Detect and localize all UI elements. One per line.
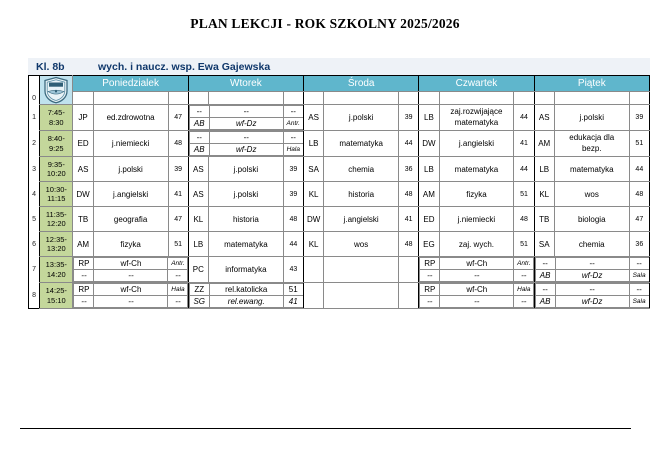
mon-room-6[interactable]: 51 — [168, 232, 188, 257]
mon-subject-8b: -- — [94, 296, 168, 308]
table-row — [29, 257, 650, 283]
thu-teacher-1[interactable]: LB — [419, 105, 439, 131]
table-row — [29, 207, 650, 232]
mon-teacher-6[interactable]: AM — [73, 232, 93, 257]
thu-room-2[interactable]: 41 — [514, 131, 534, 157]
tue-subject-8b: rel.ewang. — [209, 296, 283, 308]
mon-subject-3[interactable]: j.polski — [93, 157, 168, 182]
table-row — [29, 157, 650, 182]
tue-r-0 — [283, 92, 303, 105]
mon-teacher-7a: RP — [74, 258, 94, 270]
day-header-row — [29, 76, 650, 92]
spacer-cell — [29, 76, 40, 92]
mon-teacher-5[interactable]: TB — [73, 207, 93, 232]
thu-subject-7a: wf-Ch — [440, 258, 514, 270]
wed-r-0 — [399, 92, 419, 105]
thu-room-6[interactable]: 51 — [514, 232, 534, 257]
fri-subject-7a: -- — [555, 258, 629, 270]
mon-room-5[interactable]: 47 — [168, 207, 188, 232]
fri-teacher-8a: -- — [535, 284, 555, 296]
timetable — [28, 75, 650, 309]
thu-subject-4[interactable]: fizyka — [439, 182, 514, 207]
tue-teacher-7[interactable]: PC — [188, 257, 208, 283]
wed-subject-7[interactable] — [324, 257, 399, 283]
tue-teacher-8a: ZZ — [189, 284, 209, 296]
day-header-piatek: Piątek — [534, 76, 649, 92]
thu-t-0 — [419, 92, 439, 105]
wed-subject-6[interactable]: wos — [324, 232, 399, 257]
mon-room-8b: -- — [168, 296, 188, 308]
period-number-8: 8 — [29, 283, 40, 309]
day-header-poniedzialek: Poniedzialek — [73, 76, 188, 92]
tue-room-5[interactable]: 48 — [283, 207, 303, 232]
tue-teacher-5[interactable]: KL — [188, 207, 208, 232]
tue-teacher-2b: AB — [189, 144, 209, 156]
thu-teacher-6[interactable]: EG — [419, 232, 439, 257]
wed-teacher-6[interactable]: KL — [304, 232, 324, 257]
tue-teacher-8b: SG — [189, 296, 209, 308]
wed-t-0 — [304, 92, 324, 105]
mon-subject-7a: wf-Ch — [94, 258, 168, 270]
mon-subject-7b: -- — [94, 270, 168, 282]
fri-room-3[interactable]: 44 — [629, 157, 649, 182]
period-time-5: 11:35- 12:20 — [40, 207, 73, 232]
tue-subject-1b: wf-Dz — [209, 118, 283, 130]
tue-subject-5[interactable]: historia — [208, 207, 283, 232]
mon-subject-4[interactable]: j.angielski — [93, 182, 168, 207]
fri-r-0 — [629, 92, 649, 105]
thu-teacher-7a: RP — [420, 258, 440, 270]
mon-teacher-2[interactable]: ED — [73, 131, 93, 157]
fri-subject-1[interactable]: j.polski — [554, 105, 629, 131]
day-header-wtorek: Wtorek — [188, 76, 303, 92]
tue-teacher-6[interactable]: LB — [188, 232, 208, 257]
period-number-0: 0 — [29, 92, 40, 105]
fri-room-2[interactable]: 51 — [629, 131, 649, 157]
tue-teacher-3[interactable]: AS — [188, 157, 208, 182]
mon-subject-5[interactable]: geografia — [93, 207, 168, 232]
tue-room-4[interactable]: 39 — [283, 182, 303, 207]
fri-teacher-4[interactable]: KL — [534, 182, 554, 207]
fri-subject-3[interactable]: matematyka — [554, 157, 629, 182]
wed-room-2[interactable]: 44 — [399, 131, 419, 157]
thu-teacher-5[interactable]: ED — [419, 207, 439, 232]
tue-subject-8a: rel.katolicka — [209, 284, 283, 296]
fri-room-6[interactable]: 36 — [629, 232, 649, 257]
thu-subject-3[interactable]: matematyka — [439, 157, 514, 182]
thu-teacher-3[interactable]: LB — [419, 157, 439, 182]
day-header-czwartek: Czwartek — [419, 76, 534, 92]
table-row — [29, 283, 650, 309]
tue-room-3[interactable]: 39 — [283, 157, 303, 182]
page-title: PLAN LEKCJI - ROK SZKOLNY 2025/2026 — [190, 16, 460, 31]
mon-cell-7[interactable] — [73, 257, 188, 283]
tue-room-1a: -- — [283, 106, 303, 118]
period-time-3: 9:35- 10:20 — [40, 157, 73, 182]
fri-room-7b: Sala — [629, 270, 649, 282]
wed-teacher-1[interactable]: AS — [304, 105, 324, 131]
fri-teacher-6[interactable]: SA — [534, 232, 554, 257]
wed-room-3[interactable]: 36 — [399, 157, 419, 182]
thu-teacher-8a: RP — [420, 284, 440, 296]
mon-subject-2[interactable]: j.niemiecki — [93, 131, 168, 157]
homeroom-teacher-label: wych. i naucz. wsp. Ewa Gajewska — [98, 60, 271, 73]
period-number-2: 2 — [29, 131, 40, 157]
period-number-5: 5 — [29, 207, 40, 232]
thu-room-7b: -- — [514, 270, 534, 282]
class-info-bar — [28, 58, 650, 75]
fri-subject-7b: wf-Dz — [555, 270, 629, 282]
mon-teacher-8a: RP — [74, 284, 94, 296]
fri-subject-8a: -- — [555, 284, 629, 296]
tue-cell-1[interactable] — [188, 105, 303, 131]
tue-room-6[interactable]: 44 — [283, 232, 303, 257]
thu-room-5[interactable]: 48 — [514, 207, 534, 232]
wed-teacher-3[interactable]: SA — [304, 157, 324, 182]
wed-subject-1[interactable]: j.polski — [324, 105, 399, 131]
wed-room-7[interactable] — [399, 257, 419, 283]
thu-subject-1[interactable]: zaj.rozwijające matematyka — [439, 105, 514, 131]
mon-room-4[interactable]: 41 — [168, 182, 188, 207]
period-zero-row — [29, 92, 650, 105]
wed-s-0 — [324, 92, 399, 105]
tue-subject-7[interactable]: informatyka — [208, 257, 283, 283]
mon-teacher-1[interactable]: JP — [73, 105, 93, 131]
tue-subject-3[interactable]: j.polski — [208, 157, 283, 182]
mon-teacher-8b: -- — [74, 296, 94, 308]
school-crest-icon — [40, 76, 72, 104]
period-number-6: 6 — [29, 232, 40, 257]
period-time-4: 10:30- 11:15 — [40, 182, 73, 207]
wed-subject-4[interactable]: historia — [324, 182, 399, 207]
mon-cell-8[interactable] — [73, 283, 188, 309]
mon-teacher-4[interactable]: DW — [73, 182, 93, 207]
thu-room-4[interactable]: 51 — [514, 182, 534, 207]
thu-r-0 — [514, 92, 534, 105]
fri-subject-2[interactable]: edukacja dla bezp. — [554, 131, 629, 157]
fri-cell-7[interactable] — [534, 257, 649, 283]
timetable-body — [29, 105, 650, 309]
fri-room-5[interactable]: 47 — [629, 207, 649, 232]
mon-r-0 — [168, 92, 188, 105]
fri-room-8b: Sala — [629, 296, 649, 308]
mon-teacher-3[interactable]: AS — [73, 157, 93, 182]
period-time-6: 12:35- 13:20 — [40, 232, 73, 257]
fri-cell-8[interactable] — [534, 283, 649, 309]
mon-room-7a: Antr. — [168, 258, 188, 270]
wed-room-5[interactable]: 41 — [399, 207, 419, 232]
tue-room-8a: 51 — [283, 284, 303, 296]
fri-teacher-5[interactable]: TB — [534, 207, 554, 232]
day-header-sroda: Środa — [304, 76, 419, 92]
thu-subject-6[interactable]: zaj. wych. — [439, 232, 514, 257]
thu-teacher-8b: -- — [420, 296, 440, 308]
thu-teacher-2[interactable]: DW — [419, 131, 439, 157]
tue-s-0 — [208, 92, 283, 105]
mon-room-7b: -- — [168, 270, 188, 282]
table-row — [29, 105, 650, 131]
tue-t-0 — [188, 92, 208, 105]
tue-teacher-1b: AB — [189, 118, 209, 130]
period-number-3: 3 — [29, 157, 40, 182]
tue-subject-4[interactable]: j.polski — [208, 182, 283, 207]
wed-teacher-8[interactable] — [304, 283, 324, 309]
thu-room-8a: Hala — [514, 284, 534, 296]
thu-teacher-7b: -- — [420, 270, 440, 282]
period-time-7: 13:35- 14:20 — [40, 257, 73, 283]
thu-subject-2[interactable]: j.angielski — [439, 131, 514, 157]
fri-teacher-2[interactable]: AM — [534, 131, 554, 157]
mon-teacher-7b: -- — [74, 270, 94, 282]
bottom-divider — [20, 428, 631, 429]
thu-room-3[interactable]: 44 — [514, 157, 534, 182]
fri-subject-8b: wf-Dz — [555, 296, 629, 308]
fri-subject-4[interactable]: wos — [554, 182, 629, 207]
thu-subject-8a: wf-Ch — [440, 284, 514, 296]
wed-teacher-5[interactable]: DW — [304, 207, 324, 232]
mon-room-2[interactable]: 48 — [168, 131, 188, 157]
thu-cell-7[interactable] — [419, 257, 534, 283]
tue-teacher-4[interactable]: AS — [188, 182, 208, 207]
mon-subject-8a: wf-Ch — [94, 284, 168, 296]
class-label: Kl. 8b — [36, 60, 65, 73]
tue-subject-6[interactable]: matematyka — [208, 232, 283, 257]
mon-t-0 — [73, 92, 93, 105]
period-number-1: 1 — [29, 105, 40, 131]
mon-s-0 — [93, 92, 168, 105]
tue-cell-8[interactable] — [188, 283, 303, 309]
fri-teacher-7a: -- — [535, 258, 555, 270]
thu-s-0 — [439, 92, 514, 105]
fri-teacher-8b: AB — [535, 296, 555, 308]
fri-t-0 — [534, 92, 554, 105]
tue-room-2b: Hala — [283, 144, 303, 156]
tue-room-7[interactable]: 43 — [283, 257, 303, 283]
wed-subject-3[interactable]: chemia — [324, 157, 399, 182]
wed-room-6[interactable]: 48 — [399, 232, 419, 257]
period-time-2: 8:40- 9:25 — [40, 131, 73, 157]
thu-room-8b: -- — [514, 296, 534, 308]
wed-room-8[interactable] — [399, 283, 419, 309]
mon-subject-6[interactable]: fizyka — [93, 232, 168, 257]
table-row — [29, 131, 650, 157]
thu-teacher-4[interactable]: AM — [419, 182, 439, 207]
period-time-8: 14:25- 15:10 — [40, 283, 73, 309]
fri-s-0 — [554, 92, 629, 105]
wed-teacher-7[interactable] — [304, 257, 324, 283]
tue-room-2a: -- — [283, 132, 303, 144]
fri-teacher-1[interactable]: AS — [534, 105, 554, 131]
tue-teacher-2a: -- — [189, 132, 209, 144]
period-number-7: 7 — [29, 257, 40, 283]
thu-room-1[interactable]: 44 — [514, 105, 534, 131]
wed-teacher-4[interactable]: KL — [304, 182, 324, 207]
wed-teacher-2[interactable]: LB — [304, 131, 324, 157]
mon-subject-1[interactable]: ed.zdrowotna — [93, 105, 168, 131]
thu-subject-8b: -- — [440, 296, 514, 308]
mon-room-8a: Hala — [168, 284, 188, 296]
mon-room-3[interactable]: 39 — [168, 157, 188, 182]
thu-cell-8[interactable] — [419, 283, 534, 309]
tue-cell-2[interactable] — [188, 131, 303, 157]
thu-subject-7b: -- — [440, 270, 514, 282]
fri-room-1[interactable]: 39 — [629, 105, 649, 131]
fri-subject-5[interactable]: biologia — [554, 207, 629, 232]
period-time-1: 7:45- 8:30 — [40, 105, 73, 131]
tue-subject-2b: wf-Dz — [209, 144, 283, 156]
table-row — [29, 232, 650, 257]
thu-subject-5[interactable]: j.niemiecki — [439, 207, 514, 232]
fri-room-8a: -- — [629, 284, 649, 296]
tue-teacher-1a: -- — [189, 106, 209, 118]
thu-room-7a: Antr. — [514, 258, 534, 270]
wed-subject-2[interactable]: matematyka — [324, 131, 399, 157]
tue-room-1b: Antr. — [283, 118, 303, 130]
fri-subject-6[interactable]: chemia — [554, 232, 629, 257]
wed-subject-8[interactable] — [324, 283, 399, 309]
wed-room-4[interactable]: 48 — [399, 182, 419, 207]
fri-teacher-3[interactable]: LB — [534, 157, 554, 182]
fri-room-4[interactable]: 48 — [629, 182, 649, 207]
tue-subject-1a: -- — [209, 106, 283, 118]
tue-room-8b: 41 — [283, 296, 303, 308]
fri-room-7a: -- — [629, 258, 649, 270]
school-logo-cell — [40, 76, 73, 105]
period-number-4: 4 — [29, 182, 40, 207]
wed-subject-5[interactable]: j.angielski — [324, 207, 399, 232]
table-row — [29, 182, 650, 207]
mon-room-1[interactable]: 47 — [168, 105, 188, 131]
fri-teacher-7b: AB — [535, 270, 555, 282]
wed-room-1[interactable]: 39 — [399, 105, 419, 131]
tue-subject-2a: -- — [209, 132, 283, 144]
